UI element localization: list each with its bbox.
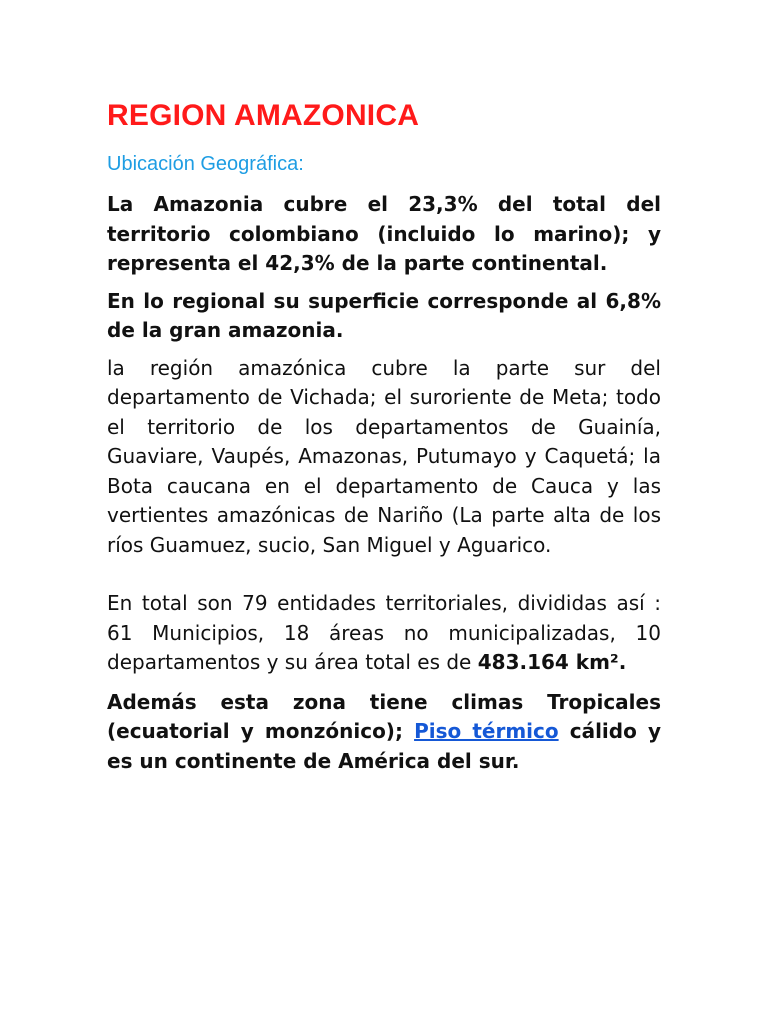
paragraph-climate <box>107 688 661 777</box>
paragraph-coverage: La Amazonia cubre el 23,3% del total del territorio colombiano (incluido lo marino); y representa el 42,3% de la parte continental. <box>107 192 661 275</box>
paragraph-territorial-entities <box>107 589 661 678</box>
section-subtitle: Ubicación Geográfica: <box>107 153 304 175</box>
paragraph-location: la región amazónica cubre la parte sur del departamento de Vichada; el suroriente de Meta; todo el territorio de los departamentos de Guainía, Guaviare, Vaupés, Amazonas, Putumayo y Caquetá; la Bota caucana en el departamento de Cauca y las vertientes amazónicas de Nariño (La parte alta de los ríos Guamuez, sucio, San Miguel y Aguarico. <box>107 355 661 557</box>
document-page <box>107 92 661 776</box>
climate-text: Además esta zona tiene climas Tropicales (ecuatorial y monzónico); <box>107 689 661 743</box>
total-area-value: 483.164 km². <box>477 650 627 674</box>
page-title: REGION AMAZONICA <box>107 99 420 132</box>
territorial-entities-text: En total son 79 entidades territoriales, divididas así : 61 Municipios, 18 áreas no municipalizadas, 10 departamentos y su área total es de <box>107 591 661 674</box>
piso-termico-link[interactable]: Piso térmico <box>414 719 559 743</box>
climate-text-end: cálido y es un continente de América del sur. <box>107 719 661 773</box>
paragraph-regional-surface: En lo regional su superficie corresponde al 6,8% de la gran amazonia. <box>107 288 661 342</box>
